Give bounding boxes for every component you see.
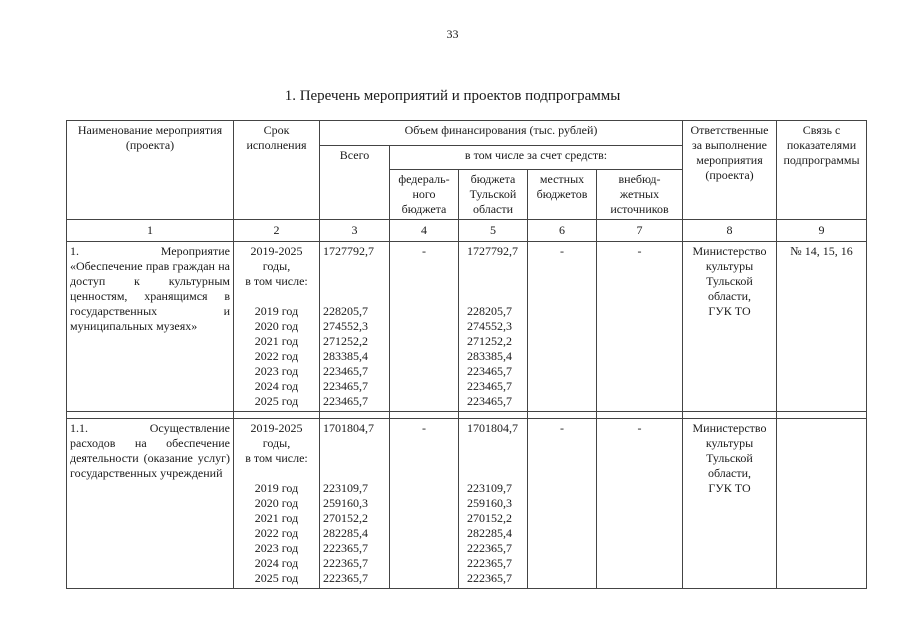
responsible-text: Министерство bbox=[692, 421, 767, 435]
spacer bbox=[467, 436, 524, 451]
column-number: 9 bbox=[777, 220, 867, 242]
spacer bbox=[467, 274, 524, 289]
responsible-cell bbox=[683, 242, 777, 412]
year-label: 2021 год bbox=[254, 334, 299, 348]
table-row bbox=[67, 242, 867, 412]
regional-value: 1727792,7 bbox=[467, 244, 518, 258]
header-financing: Объем финансирования (тыс. рублей) bbox=[320, 121, 683, 146]
header-total: Всего bbox=[320, 146, 390, 220]
regional-year-value: 223465,7 bbox=[467, 379, 512, 393]
regional-year-value: 222365,7 bbox=[467, 556, 512, 570]
column-number: 5 bbox=[459, 220, 528, 242]
year-label: 2021 год bbox=[254, 511, 299, 525]
spacer bbox=[467, 259, 524, 274]
federal-cell bbox=[390, 419, 459, 589]
federal-value: - bbox=[422, 421, 426, 435]
activity-name-cell bbox=[67, 242, 234, 412]
spacer bbox=[237, 289, 316, 304]
responsible-text: культуры bbox=[705, 436, 754, 450]
regional-year-value: 259160,3 bbox=[467, 496, 512, 510]
year-label: 2019 год bbox=[254, 304, 299, 318]
year-label: 2024 год bbox=[254, 379, 299, 393]
year-label: 2025 год bbox=[254, 571, 299, 585]
table-row bbox=[67, 419, 867, 589]
total-value: 1727792,7 bbox=[323, 244, 374, 258]
regional-year-value: 223465,7 bbox=[467, 394, 512, 408]
total-year-value: 223109,7 bbox=[323, 481, 368, 495]
local-cell bbox=[528, 419, 597, 589]
total-year-value: 222365,7 bbox=[323, 541, 368, 555]
spacer bbox=[467, 289, 524, 304]
row-gap bbox=[67, 412, 867, 419]
spacer bbox=[467, 451, 524, 466]
indicator-link: № 14, 15, 16 bbox=[790, 244, 853, 258]
total-year-value: 222365,7 bbox=[323, 571, 368, 585]
responsible-text: ГУК ТО bbox=[708, 481, 751, 495]
column-number: 3 bbox=[320, 220, 390, 242]
responsible-text: области, bbox=[707, 289, 752, 303]
total-cell bbox=[320, 419, 390, 589]
header-term: Срок исполнения bbox=[234, 121, 320, 220]
term-text: годы, bbox=[262, 436, 291, 450]
column-numbers-row bbox=[67, 220, 867, 242]
term-cell bbox=[234, 419, 320, 589]
column-number: 2 bbox=[234, 220, 320, 242]
regional-year-value: 271252,2 bbox=[467, 334, 512, 348]
total-year-value: 223465,7 bbox=[323, 364, 368, 378]
responsible-cell bbox=[683, 419, 777, 589]
regional-year-value: 223109,7 bbox=[467, 481, 512, 495]
regional-year-value: 223465,7 bbox=[467, 364, 512, 378]
activity-name-first: 1.1. Осуществление bbox=[70, 421, 230, 435]
column-number: 8 bbox=[683, 220, 777, 242]
column-number: 7 bbox=[597, 220, 683, 242]
activities-table bbox=[66, 120, 867, 589]
header-name: Наименование мероприятия (проекта) bbox=[67, 121, 234, 220]
spacer bbox=[323, 466, 386, 481]
link-cell bbox=[777, 419, 867, 589]
total-cell bbox=[320, 242, 390, 412]
header-including: в том числе за счет средств: bbox=[390, 146, 683, 170]
responsible-text: ГУК ТО bbox=[708, 304, 751, 318]
extra-value: - bbox=[637, 244, 642, 258]
term-cell bbox=[234, 242, 320, 412]
term-text: в том числе: bbox=[245, 274, 308, 288]
extra-value: - bbox=[637, 421, 642, 435]
column-number: 1 bbox=[67, 220, 234, 242]
spacer bbox=[467, 466, 524, 481]
regional-year-value: 270152,2 bbox=[467, 511, 512, 525]
year-label: 2023 год bbox=[254, 541, 299, 555]
activity-name-first: 1. Мероприятие bbox=[70, 244, 230, 258]
activity-name-cell bbox=[67, 419, 234, 589]
responsible-text: области, bbox=[707, 466, 752, 480]
responsible-text: Тульской bbox=[706, 274, 753, 288]
spacer bbox=[237, 466, 316, 481]
local-value: - bbox=[560, 244, 564, 258]
responsible-text: Министерство bbox=[692, 244, 767, 258]
regional-cell bbox=[459, 419, 528, 589]
regional-year-value: 282285,4 bbox=[467, 526, 512, 540]
column-number: 6 bbox=[528, 220, 597, 242]
year-label: 2023 год bbox=[254, 364, 299, 378]
year-label: 2024 год bbox=[254, 556, 299, 570]
regional-year-value: 222365,7 bbox=[467, 541, 512, 555]
header-regional: бюджета Тульской области bbox=[459, 170, 528, 220]
total-year-value: 271252,2 bbox=[323, 334, 368, 348]
regional-year-value: 222365,7 bbox=[467, 571, 512, 585]
extra-cell bbox=[597, 419, 683, 589]
spacer bbox=[323, 451, 386, 466]
regional-value: 1701804,7 bbox=[467, 421, 518, 435]
responsible-text: Тульской bbox=[706, 451, 753, 465]
activity-name: расходов на обеспечение деятельности (оказание услуг) государственных учреждений bbox=[70, 436, 230, 480]
page-number: 33 bbox=[446, 27, 459, 41]
total-year-value: 274552,3 bbox=[323, 319, 368, 333]
total-year-value: 228205,7 bbox=[323, 304, 368, 318]
total-year-value: 283385,4 bbox=[323, 349, 368, 363]
total-year-value: 259160,3 bbox=[323, 496, 368, 510]
extra-cell bbox=[597, 242, 683, 412]
total-year-value: 282285,4 bbox=[323, 526, 368, 540]
header-federal: федераль-ного бюджета bbox=[390, 170, 459, 220]
activity-name: «Обеспечение прав граждан на доступ к культурным ценностям, хранящимся в государственных и муниципальных музеях» bbox=[70, 259, 230, 333]
spacer bbox=[323, 274, 386, 289]
column-number: 4 bbox=[390, 220, 459, 242]
total-value: 1701804,7 bbox=[323, 421, 374, 435]
header-local: местных бюджетов bbox=[528, 170, 597, 220]
local-value: - bbox=[560, 421, 564, 435]
term-text: в том числе: bbox=[245, 451, 308, 465]
spacer bbox=[323, 259, 386, 274]
page-title: 1. Перечень мероприятий и проектов подпрограммы bbox=[284, 88, 621, 104]
total-year-value: 223465,7 bbox=[323, 394, 368, 408]
regional-cell bbox=[459, 242, 528, 412]
spacer bbox=[323, 289, 386, 304]
regional-year-value: 228205,7 bbox=[467, 304, 512, 318]
regional-year-value: 274552,3 bbox=[467, 319, 512, 333]
header-extra: внебюд-жетных источников bbox=[597, 170, 683, 220]
year-label: 2022 год bbox=[254, 349, 299, 363]
term-text: 2019-2025 bbox=[250, 244, 303, 258]
year-label: 2020 год bbox=[254, 319, 299, 333]
term-text: годы, bbox=[262, 259, 291, 273]
responsible-text: культуры bbox=[705, 259, 754, 273]
year-label: 2020 год bbox=[254, 496, 299, 510]
local-cell bbox=[528, 242, 597, 412]
regional-year-value: 283385,4 bbox=[467, 349, 512, 363]
header-responsible: Ответственные за выполнение мероприятия (проекта) bbox=[683, 121, 777, 220]
total-year-value: 223465,7 bbox=[323, 379, 368, 393]
federal-cell bbox=[390, 242, 459, 412]
spacer bbox=[323, 436, 386, 451]
total-year-value: 222365,7 bbox=[323, 556, 368, 570]
year-label: 2022 год bbox=[254, 526, 299, 540]
link-cell bbox=[777, 242, 867, 412]
year-label: 2025 год bbox=[254, 394, 299, 408]
term-text: 2019-2025 bbox=[250, 421, 303, 435]
header-link: Связь с показателями подпрограммы bbox=[777, 121, 867, 220]
total-year-value: 270152,2 bbox=[323, 511, 368, 525]
year-label: 2019 год bbox=[254, 481, 299, 495]
federal-value: - bbox=[422, 244, 426, 258]
